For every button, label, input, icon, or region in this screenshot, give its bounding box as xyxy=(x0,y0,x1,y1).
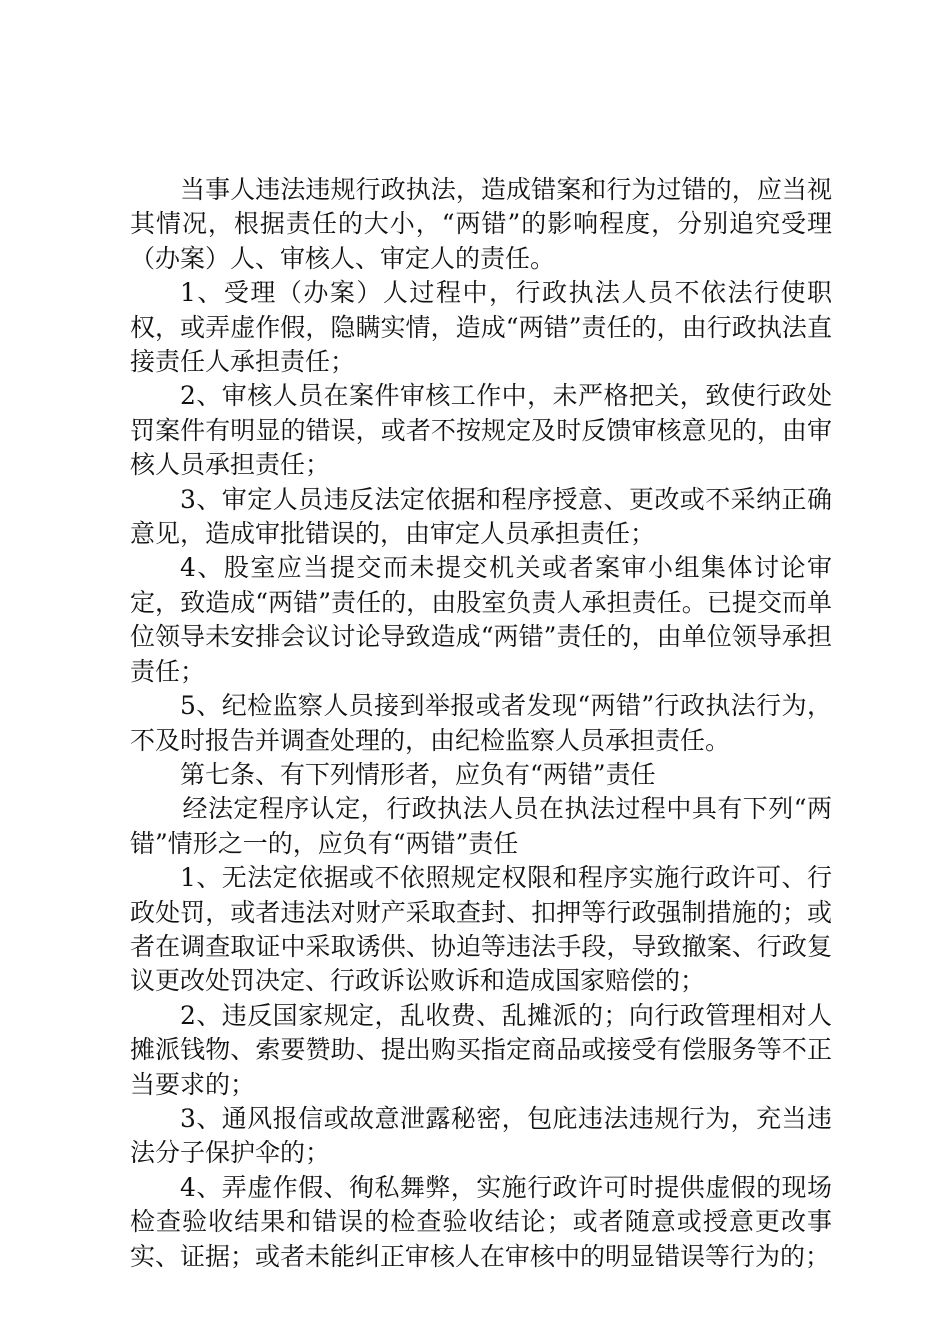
paragraph-case-2: 2、违反国家规定，乱收费、乱摊派的；向行政管理相对人摊派钱物、索要赞助、提出购买指定商品或接受有偿服务等不正当要求的； xyxy=(130,1000,832,1099)
paragraph-intro: 当事人违法违规行政执法，造成错案和行为过错的，应当视其情况，根据责任的大小，“两错”的影响程度，分别追究受理（办案）人、审核人、审定人的责任。 xyxy=(130,175,832,273)
paragraph-case-1: 1、无法定依据或不依照规定权限和程序实施行政许可、行政处罚，或者违法对财产采取查封、扣押等行政强制措施的；或者在调查取证中采取诱供、协迫等违法手段，导致撤案、行政复议更改处罚决定、行政诉讼败诉和造成国家赔偿的； xyxy=(130,863,832,996)
paragraph-item-4: 4、股室应当提交而未提交机关或者案审小组集体讨论审定，致造成“两错”责任的，由股室负责人承担责任。已提交而单位领导未安排会议讨论导致造成“两错”责任的，由单位领导承担责任； xyxy=(130,553,832,686)
paragraph-article-intro: 经法定程序认定，行政执法人员在执法过程中具有下列“两错”情形之一的，应负有“两错”责任 xyxy=(130,794,832,858)
paragraph-item-3: 3、审定人员违反法定依据和程序授意、更改或不采纳正确意见，造成审批错误的，由审定人员承担责任； xyxy=(130,484,832,549)
paragraph-item-2: 2、审核人员在案件审核工作中，未严格把关，致使行政处罚案件有明显的错误，或者不按规定及时反馈审核意见的，由审核人员承担责任； xyxy=(130,381,832,480)
document-body xyxy=(130,173,832,1274)
article-heading: 第七条、有下列情形者，应负有“两错”责任 xyxy=(180,759,656,789)
paragraph-case-4: 4、弄虚作假、徇私舞弊，实施行政许可时提供虚假的现场检查验收结果和错误的检查验收结论；或者随意或授意更改事实、证据；或者未能纠正审核人在审核中的明显错误等行为的； xyxy=(130,1172,832,1271)
paragraph-item-5: 5、纪检监察人员接到举报或者发现“两错”行政执法行为，不及时报告并调查处理的，由纪检监察人员承担责任。 xyxy=(130,691,832,755)
paragraph-item-1: 1、受理（办案）人过程中，行政执法人员不依法行使职权，或弄虚作假，隐瞒实情，造成“两错”责任的，由行政执法直接责任人承担责任； xyxy=(130,278,832,377)
paragraph-case-3: 3、通风报信或故意泄露秘密，包庇违法违规行为，充当违法分子保护伞的； xyxy=(130,1103,832,1168)
